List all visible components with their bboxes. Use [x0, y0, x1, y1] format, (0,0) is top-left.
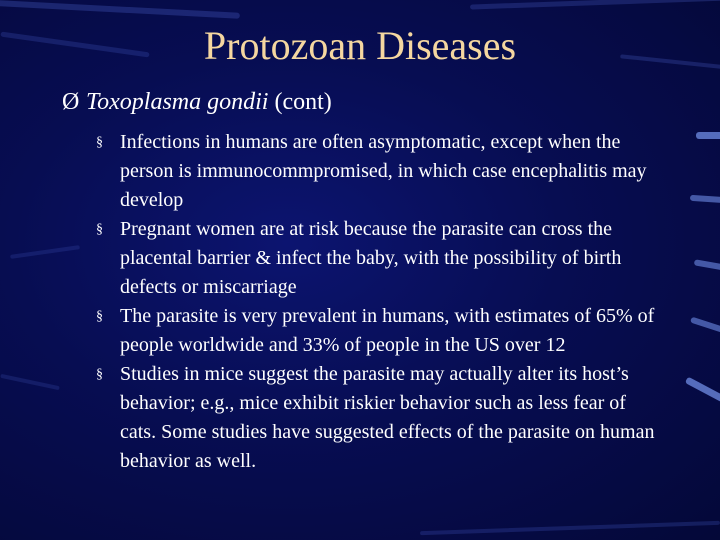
arrow-bullet-icon: Ø — [62, 89, 80, 115]
decorative-streak — [690, 195, 720, 203]
decorative-streak — [0, 0, 240, 19]
decorative-streak — [0, 374, 60, 390]
bullet-list — [96, 128, 666, 476]
bullet-item — [96, 215, 666, 302]
slide-title: Protozoan Diseases — [203, 23, 517, 68]
decorative-streak — [10, 245, 80, 259]
bullet-text: The parasite is very prevalent in humans, with estimates of 65% of people worldwide and 33% of people in the US over 12 — [120, 305, 655, 356]
bullet-text: Studies in mice suggest the parasite may actually alter its host’s behavior; e.g., mice exhibit riskier behavior such as less fear of cats. Some studies have suggested effects of the parasite on human behavior as well. — [120, 363, 655, 472]
square-bullet-icon: § — [96, 367, 103, 382]
bullet-item — [96, 360, 666, 476]
decorative-streak — [690, 317, 720, 334]
bullet-text: Pregnant women are at risk because the parasite can cross the placental barrier & infect the baby, with the possibility of birth defects or miscarriage — [120, 218, 622, 298]
bullet-text: Infections in humans are often asymptomatic, except when the person is immunocommpromised, in which case encephalitis may develop — [120, 131, 647, 211]
bullet-item — [96, 302, 666, 360]
decorative-streak — [420, 521, 720, 535]
heading-suffix: (cont) — [268, 89, 332, 115]
decorative-streak — [470, 0, 720, 10]
heading-species-name: Toxoplasma gondii — [86, 89, 269, 115]
square-bullet-icon: § — [96, 135, 103, 150]
decorative-streak — [685, 377, 720, 403]
square-bullet-icon: § — [96, 309, 103, 324]
bullet-item — [96, 128, 666, 215]
square-bullet-icon: § — [96, 222, 103, 237]
decorative-streak — [694, 259, 720, 270]
decorative-streak — [696, 132, 720, 139]
slide-heading — [62, 86, 332, 118]
